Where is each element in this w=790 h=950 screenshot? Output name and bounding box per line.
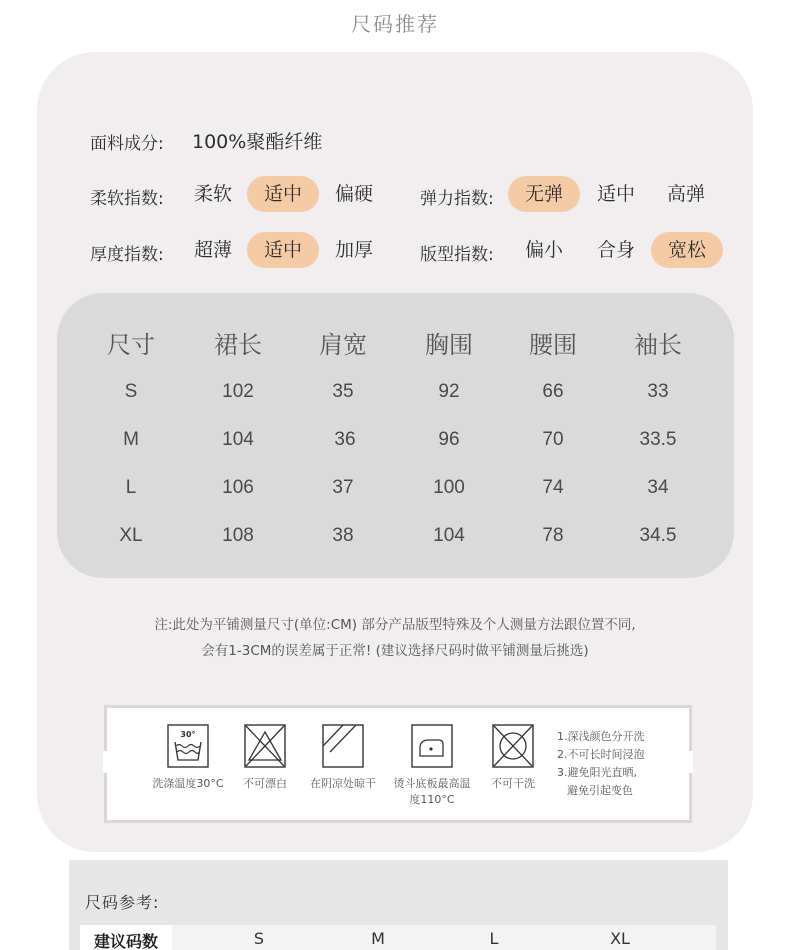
size-table-cell: 36	[334, 429, 356, 450]
recommended-size-header: 建议码数	[80, 925, 172, 950]
size-table-cell: 96	[438, 429, 460, 450]
fit-option-small: 偏小	[524, 239, 563, 261]
care-item-no-dry-clean	[473, 724, 553, 792]
care-label-no-dry-clean: 不可干洗	[491, 777, 535, 790]
wash-temperature-mark: 30°	[180, 730, 196, 739]
size-table-cell: 34.5	[639, 525, 677, 546]
size-table-cell: 100	[433, 477, 465, 498]
size-table-cell: 92	[438, 381, 460, 402]
size-table-header: 袖长	[634, 331, 682, 359]
thickness-option-medium: 适中	[247, 232, 319, 268]
frame-gap	[688, 751, 693, 773]
size-table-cell: 104	[222, 429, 254, 450]
size-table-cell: 108	[222, 525, 254, 546]
care-label-no-bleach: 不可漂白	[243, 777, 287, 790]
care-item-wash	[148, 724, 228, 792]
size-table	[57, 293, 734, 578]
thickness-label: 厚度指数:	[90, 245, 164, 265]
fabric-label: 面料成分:	[90, 134, 164, 154]
size-reference-title: 尺码参考:	[85, 893, 160, 912]
size-reference-cell: M	[371, 929, 385, 948]
softness-option-medium: 适中	[247, 176, 319, 212]
care-item-no-bleach	[225, 724, 305, 792]
care-item-shade-dry	[303, 724, 383, 792]
care-item-iron	[392, 724, 472, 808]
iron-icon	[411, 724, 453, 768]
size-table-cell: 74	[542, 477, 564, 498]
size-reference-cell: S	[253, 929, 265, 948]
size-table-cell: 34	[647, 477, 669, 498]
elasticity-option-medium: 适中	[596, 183, 635, 205]
care-note: 避免引起变色	[567, 784, 633, 797]
elasticity-option-none: 无弹	[508, 176, 580, 212]
size-table-cell: 66	[542, 381, 564, 402]
elasticity-label: 弹力指数:	[420, 189, 494, 209]
thickness-option-thin: 超薄	[193, 239, 232, 261]
size-table-header: 腰围	[529, 331, 577, 359]
size-table-cell: 78	[542, 525, 564, 546]
softness-label: 柔软指数:	[90, 189, 164, 209]
size-reference-panel	[69, 860, 728, 950]
care-note: 2.不可长时间浸泡	[557, 748, 645, 761]
thickness-option-thick: 加厚	[334, 239, 373, 261]
size-table-cell: 102	[222, 381, 254, 402]
care-instructions	[104, 705, 692, 823]
size-table-cell: L	[125, 477, 137, 498]
size-table-cell: 33	[647, 381, 669, 402]
wash-30-icon	[167, 724, 209, 768]
fit-label: 版型指数:	[420, 245, 494, 265]
size-table-cell: 33.5	[639, 429, 677, 450]
no-bleach-icon	[244, 724, 286, 768]
shade-dry-icon	[322, 724, 364, 768]
elasticity-option-high: 高弹	[666, 183, 705, 205]
no-dry-clean-icon	[492, 724, 534, 768]
size-table-cell: XL	[119, 525, 143, 546]
size-table-header: 裙长	[214, 331, 262, 359]
size-reference-cell: L	[489, 929, 499, 948]
fit-option-loose: 宽松	[651, 232, 723, 268]
care-note: 1.深浅颜色分开洗	[557, 730, 645, 743]
softness-option-stiff: 偏硬	[334, 183, 373, 205]
size-table-header: 尺寸	[107, 331, 155, 359]
size-table-cell: 70	[542, 429, 564, 450]
size-table-cell: 35	[332, 381, 354, 402]
care-label-iron: 烫斗底板最高温度110°C	[393, 777, 471, 806]
size-reference-cell: XL	[610, 929, 630, 948]
page-title: 尺码推荐	[351, 12, 439, 36]
size-table-header: 肩宽	[319, 331, 367, 359]
care-note: 3.避免阳光直晒,	[557, 766, 637, 779]
measurement-note-line2: 会有1-3CM的误差属于正常! (建议选择尺码时做平铺测量后挑选)	[201, 643, 589, 659]
size-table-header: 胸围	[425, 331, 473, 359]
measurement-note-line1: 注:此处为平铺测量尺寸(单位:CM) 部分产品版型特殊及个人测量方法跟位置不同,	[154, 617, 636, 633]
frame-gap	[103, 751, 108, 773]
size-reference-row	[80, 925, 716, 950]
care-notes	[557, 728, 645, 800]
fit-option-regular: 合身	[596, 239, 635, 261]
size-table-cell: 37	[332, 477, 354, 498]
size-table-cell: 106	[222, 477, 254, 498]
fabric-value: 100%聚酯纤维	[192, 131, 323, 153]
size-table-cell: 38	[332, 525, 354, 546]
size-table-cell: M	[123, 429, 139, 450]
care-label-wash: 洗涤温度30°C	[152, 777, 224, 790]
softness-option-soft: 柔软	[193, 183, 232, 205]
size-table-cell: S	[124, 381, 138, 402]
care-label-shade-dry: 在阴凉处晾干	[310, 777, 376, 790]
size-table-cell: 104	[433, 525, 465, 546]
